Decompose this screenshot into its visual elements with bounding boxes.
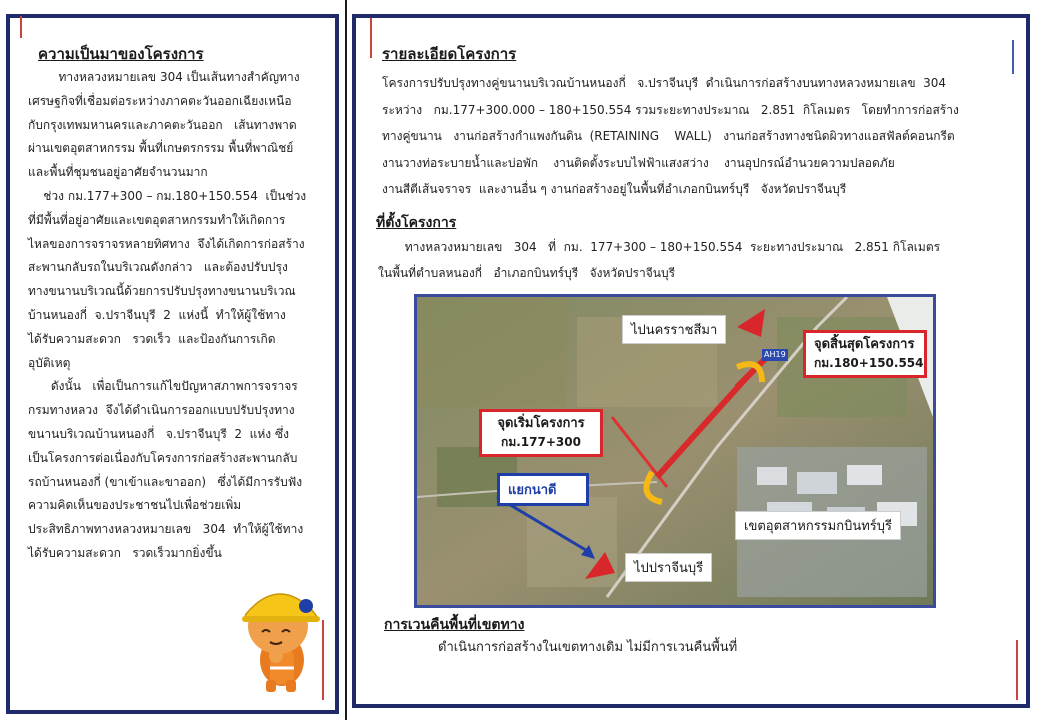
label-to-prachinburi: ไปปราจีนบุรี [625, 553, 712, 582]
history-line: สะพานกลับรถในบริเวณดังกล่าว และต้องปรับปรุง [28, 260, 288, 275]
history-line: ขนานบริเวณบ้านหนองกี่ จ.ปราจีนบุรี 2 แห่ง ซึ่ง [28, 426, 289, 441]
location-line: ในพื้นที่ตำบลหนองกี่ อำเภอกบินทร์บุรี จังหวัดปราจีนบุรี [378, 266, 676, 280]
label-project-start [479, 409, 603, 457]
history-line: ทางหลวงหมายเลข 304 เป็นเส้นทางสำคัญทาง [28, 70, 300, 84]
history-paragraph [28, 66, 334, 566]
history-line: เศรษฐกิจที่เชื่อมต่อระหว่างภาคตะวันออกเฉียงเหนือ [28, 93, 292, 108]
details-paragraph [382, 70, 1022, 203]
history-line: ดังนั้น เพื่อเป็นการแก้ไขปัญหาสภาพการจราจร [28, 379, 298, 394]
location-paragraph [378, 234, 1018, 286]
label-na-di-junction: แยกนาดี [497, 473, 589, 506]
decor-line [1012, 40, 1014, 74]
page-divider [345, 0, 347, 720]
history-line: และพื้นที่ชุมชนอยู่อาศัยจำนวนมาก [28, 165, 208, 180]
mascot-illustration [236, 580, 326, 695]
decor-line [20, 16, 22, 38]
project-end-title: จุดสิ้นสุดโครงการ [814, 337, 915, 352]
project-map [414, 294, 936, 608]
project-start-km: กม.177+300 [501, 435, 581, 449]
location-heading: ที่ตั้งโครงการ [376, 215, 457, 231]
details-line: ระหว่าง กม.177+300.000 – 180+150.554 รวมระยะทางประมาณ 2.851 กิโลเมตร โดยทำการก่อสร้าง [382, 102, 959, 117]
history-line: ประสิทธิภาพทางหลวงหมายเลข 304 ทำให้ผู้ใช้ทาง [28, 522, 304, 537]
history-heading: ความเป็นมาของโครงการ [38, 45, 204, 63]
history-line: อุบัติเหตุ [28, 355, 71, 370]
history-line: ความคิดเห็นของประชาชนไปเพื่อช่วยเพิ่ม [28, 498, 242, 513]
history-line: รถบ้านหนองกี่ (ขาเข้าและขาออก) ซึ่งได้มีการรับฟัง [28, 474, 303, 489]
history-line: ที่มีพื้นที่อยู่อาศัยและเขตอุตสาหกรรมทำให้เกิดการ [28, 212, 286, 227]
history-line: เป็นโครงการต่อเนื่องกับโครงการก่อสร้างสะพานกลับ [28, 450, 298, 465]
details-line: โครงการปรับปรุงทางคู่ขนานบริเวณบ้านหนองกี่ จ.ปราจีนบุรี ดำเนินการก่อสร้างบนทางหลวงหมายเลข 304 [382, 76, 947, 90]
history-line: ทางขนานบริเวณนี้ด้วยการปรับปรุงทางขนานบริเวณ [28, 284, 296, 299]
history-line: ผ่านเขตอุตสาหกรรม พื้นที่เกษตรกรรม พื้นที่พาณิชย์ [28, 141, 294, 156]
details-line: งานวางท่อระบายน้ำและบ่อพัก งานติดตั้งระบบไฟฟ้าแสงสว่าง งานอุปกรณ์อำนวยความปลอดภัย [382, 155, 895, 170]
label-project-end [803, 330, 927, 378]
decor-line [1016, 640, 1018, 700]
details-line: ทางคู่ขนาน งานก่อสร้างกำแพงกันดิน (RETAINING WALL) งานก่อสร้างทางชนิดผิวทางแอสฟัลต์คอนกรีต [382, 129, 955, 143]
history-line: ไหลของการจราจรหลายทิศทาง จึงได้เกิดการก่อสร้าง [28, 236, 305, 251]
history-line: ได้รับความสะดวก รวดเร็ว และป้องกันการเกิด [28, 331, 276, 346]
expropriation-text: ดำเนินการก่อสร้างในเขตทางเดิม ไม่มีการเวนคืนพื้นที่ [438, 640, 738, 655]
label-industrial-estate: เขตอุตสาหกรรมกบินทร์บุรี [735, 511, 901, 540]
expropriation-heading: การเวนคืนพื้นที่เขตทาง [384, 617, 525, 633]
project-end-km: กม.180+150.554 [814, 356, 924, 370]
label-to-nakhon-ratchasima: ไปนครราชสีมา [622, 315, 726, 344]
history-line: ได้รับความสะดวก รวดเร็วมากยิ่งขึ้น [28, 545, 222, 560]
details-heading: รายละเอียดโครงการ [382, 45, 517, 63]
history-line: ช่วง กม.177+300 – กม.180+150.554 เป็นช่วง [28, 188, 307, 203]
location-line: ทางหลวงหมายเลข 304 ที่ กม. 177+300 – 180+150.554 ระยะทางประมาณ 2.851 กิโลเมตร [378, 240, 941, 254]
history-line: กรมทางหลวง จึงได้ดำเนินการออกแบบปรับปรุงทาง [28, 403, 295, 418]
history-line: บ้านหนองกี่ จ.ปราจีนบุรี 2 แห่งนี้ ทำให้ผู้ใช้ทาง [28, 307, 286, 322]
road-sign-ah19: AH19 [764, 350, 786, 359]
history-line: กับกรุงเทพมหานครและภาคตะวันออก เส้นทางพาด [28, 117, 297, 132]
project-start-title: จุดเริ่มโครงการ [497, 416, 585, 431]
details-line: งานสีตีเส้นจราจร และงานอื่น ๆ งานก่อสร้างอยู่ในพื้นที่อำเภอกบินทร์บุรี จังหวัดปราจีนบุรี [382, 182, 847, 196]
decor-line [370, 18, 372, 58]
